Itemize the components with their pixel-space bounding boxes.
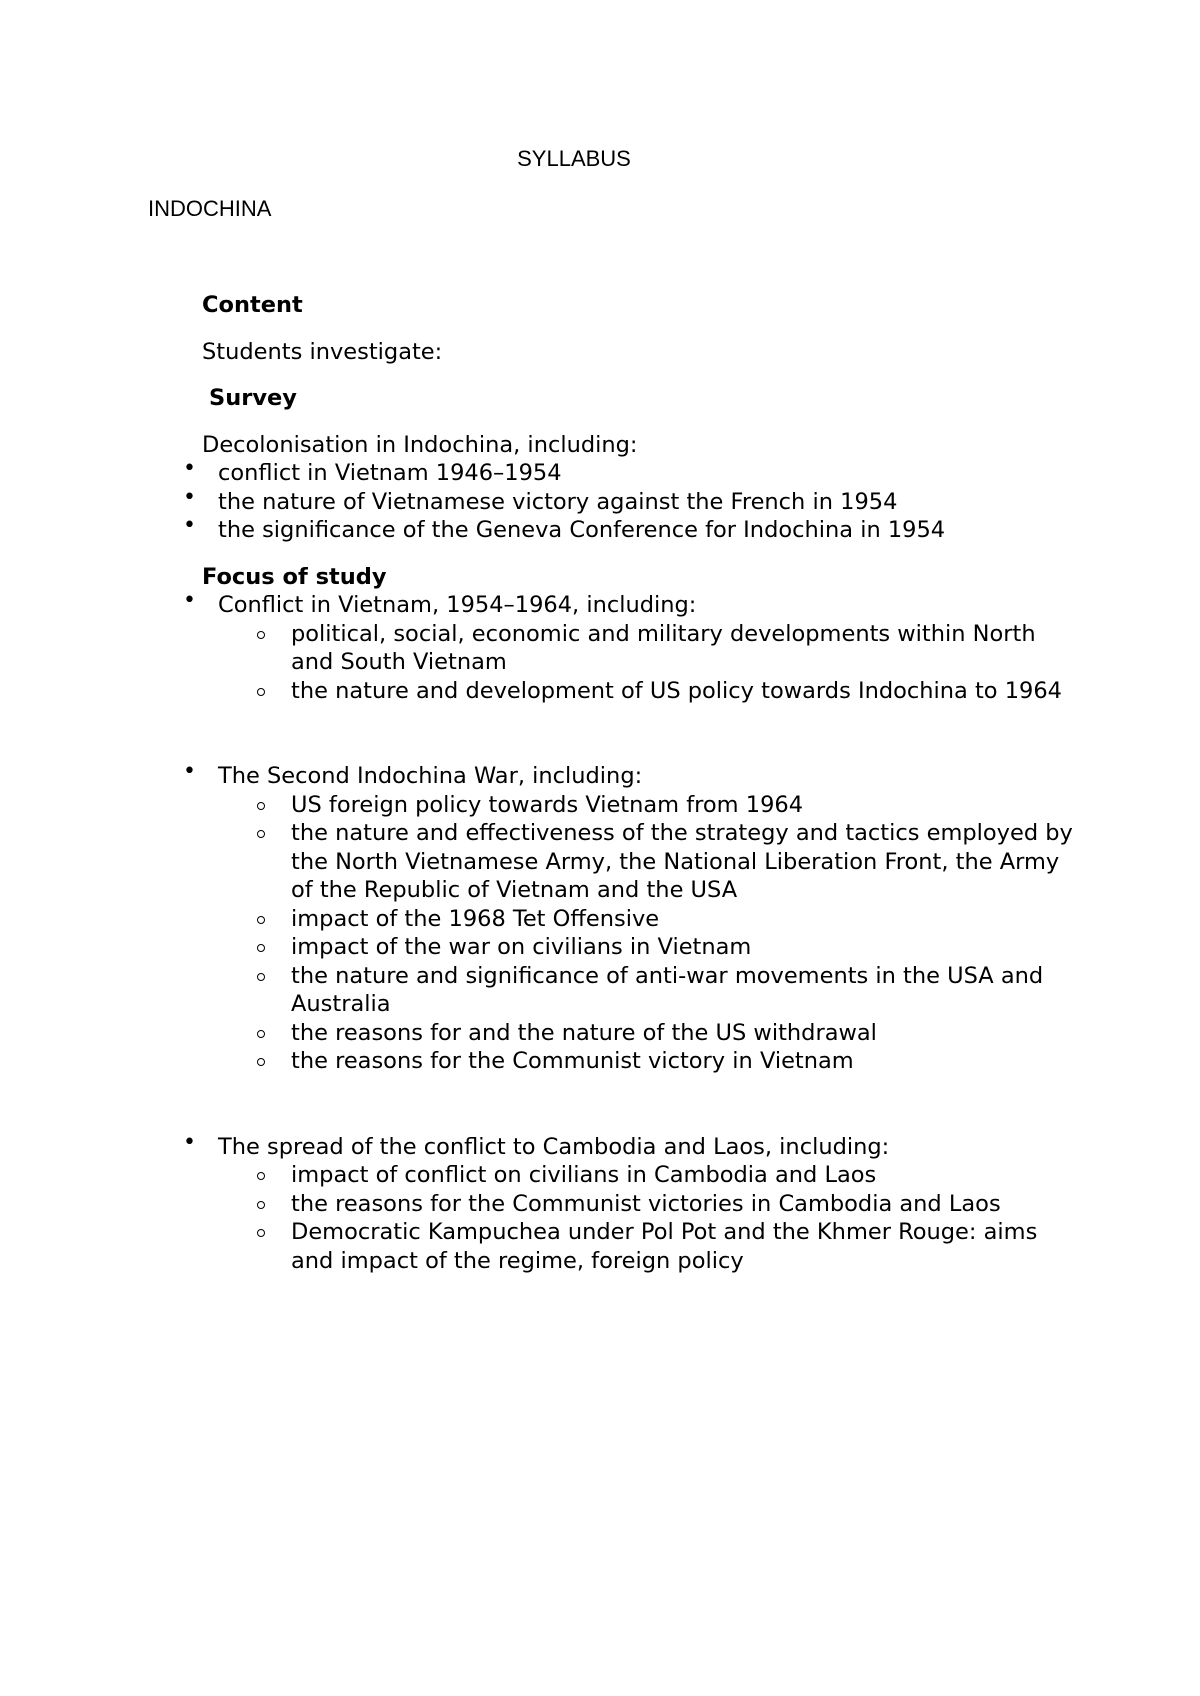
focus-subitem: the nature and development of US policy towards Indochina to 1964 bbox=[291, 677, 1082, 706]
focus-subitem: impact of the war on civilians in Vietnam bbox=[291, 933, 1082, 962]
focus-section-label: The Second Indochina War, including: bbox=[218, 763, 643, 789]
focus-subitem-list bbox=[218, 1161, 1082, 1275]
survey-item: • conflict in Vietnam 1946–1954 bbox=[202, 459, 1082, 488]
focus-section-label: Conflict in Vietnam, 1954–1964, including: bbox=[218, 592, 697, 618]
survey-item: • the nature of Vietnamese victory against the French in 1954 bbox=[202, 488, 1082, 517]
survey-lead: Decolonisation in Indochina, including: bbox=[202, 431, 638, 458]
syllabus-body bbox=[202, 291, 1082, 1275]
survey-item: • the significance of the Geneva Conference for Indochina in 1954 bbox=[202, 516, 1082, 545]
focus-subitem: the reasons for the Communist victory in Vietnam bbox=[291, 1047, 1082, 1076]
content-heading: Content bbox=[202, 292, 303, 318]
focus-subitem: Democratic Kampuchea under Pol Pot and the Khmer Rouge: aims and impact of the regime, foreign policy bbox=[291, 1218, 1082, 1275]
focus-subitem-list bbox=[218, 791, 1082, 1076]
survey-list bbox=[202, 459, 1082, 545]
document-title: SYLLABUS bbox=[517, 146, 631, 171]
focus-section bbox=[202, 591, 1082, 705]
focus-subitem: the reasons for and the nature of the US withdrawal bbox=[291, 1019, 1082, 1048]
focus-subitem: impact of conflict on civilians in Cambodia and Laos bbox=[291, 1161, 1082, 1190]
survey-heading: Survey bbox=[209, 385, 297, 411]
content-intro: Students investigate: bbox=[202, 338, 443, 365]
focus-section bbox=[202, 1133, 1082, 1276]
focus-subitem: political, social, economic and military developments within North and South Vietnam bbox=[291, 620, 1082, 677]
focus-subitem: the nature and significance of anti-war movements in the USA and Australia bbox=[291, 962, 1082, 1019]
focus-subitem-list bbox=[218, 620, 1082, 706]
focus-section-label: The spread of the conflict to Cambodia and Laos, including: bbox=[218, 1133, 890, 1160]
focus-subitem: US foreign policy towards Vietnam from 1964 bbox=[291, 791, 1082, 820]
focus-heading: Focus of study bbox=[202, 563, 387, 590]
focus-subitem: the reasons for the Communist victories in Cambodia and Laos bbox=[291, 1190, 1082, 1219]
focus-section bbox=[202, 762, 1082, 1076]
subject-heading: INDOCHINA bbox=[148, 196, 272, 221]
focus-subitem: impact of the 1968 Tet Offensive bbox=[291, 905, 1082, 934]
focus-section-list bbox=[202, 591, 1082, 1275]
focus-subitem: the nature and effectiveness of the strategy and tactics employed by the North Vietnamese Army, the National Liberation Front, the Army of the Republic of Vietnam and the USA bbox=[291, 819, 1082, 905]
